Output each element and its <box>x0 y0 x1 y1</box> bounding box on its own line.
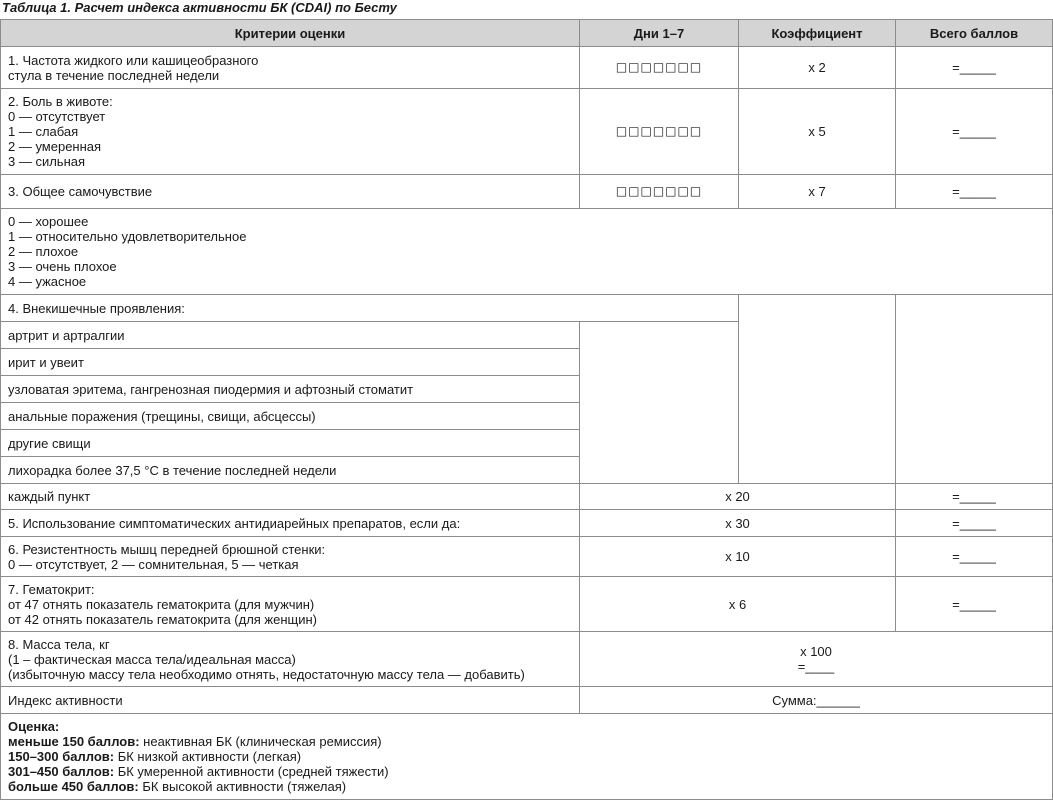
coefficient-cell: x 5 <box>739 89 896 175</box>
criteria-cell: 3. Общее самочувствие <box>1 175 580 209</box>
assessment-item: больше 450 баллов: БК высокой активности (тяжелая) <box>8 779 347 794</box>
assessment-cell <box>1 714 1053 800</box>
total-blank: =_____ <box>896 175 1053 209</box>
header-coefficient: Коэффициент <box>739 20 896 47</box>
coefficient-cell <box>580 632 1053 687</box>
scale-cell <box>1 209 1053 295</box>
criteria-text: 1. Частота жидкого или кашицеобразного <box>8 52 259 68</box>
table-row-pain <box>1 89 1053 175</box>
scale-text: 3 — очень плохое <box>8 259 117 274</box>
criteria-cell: ирит и увеит <box>1 349 580 376</box>
criteria-cell <box>1 537 580 577</box>
criteria-cell: Индекс активности <box>1 687 580 714</box>
table-row-assessment <box>1 714 1053 800</box>
criteria-cell: анальные поражения (трещины, свищи, абсцессы) <box>1 403 580 430</box>
empty-cell <box>739 295 896 484</box>
empty-cell <box>580 322 739 484</box>
table-row-body-mass <box>1 632 1053 687</box>
assessment-item: 150–300 баллов: БК низкой активности (легкая) <box>8 749 302 764</box>
coefficient-cell: x 20 <box>580 484 896 510</box>
criteria-text: 2. Боль в животе: <box>8 94 113 109</box>
criteria-text: 0 — отсутствует, 2 — сомнительная, 5 — четкая <box>8 556 299 572</box>
criteria-text: 3 — сильная <box>8 154 86 169</box>
criteria-text: 6. Резистентность мышц передней брюшной стенки: <box>8 541 326 557</box>
total-blank: =_____ <box>896 484 1053 510</box>
criteria-text: от 47 отнять показатель гематокрита (для мужчин) <box>8 596 315 612</box>
criteria-cell: 4. Внекишечные проявления: <box>1 295 739 322</box>
header-criteria: Критерии оценки <box>1 20 580 47</box>
total-blank: =_____ <box>896 89 1053 175</box>
coefficient-cell: x 6 <box>580 577 896 632</box>
table-row-antidiarrheal <box>1 510 1053 537</box>
criteria-cell <box>1 632 580 687</box>
table-row-wellbeing-scale <box>1 209 1053 295</box>
sum-cell: Сумма:______ <box>580 687 1053 714</box>
scale-text: 0 — хорошее <box>8 214 89 229</box>
day-boxes: □□□□□□□ <box>580 175 739 209</box>
criteria-cell <box>1 577 580 632</box>
header-row <box>1 20 1053 47</box>
scale-text: 2 — плохое <box>8 244 79 259</box>
assessment-title: Оценка: <box>8 719 60 734</box>
criteria-cell: артрит и артралгии <box>1 322 580 349</box>
criteria-cell: другие свищи <box>1 430 580 457</box>
coefficient-cell: x 2 <box>739 47 896 89</box>
scale-text: 4 — ужасное <box>8 274 87 289</box>
empty-cell <box>896 295 1053 484</box>
scale-text: 1 — относительно удовлетворительное <box>8 229 247 244</box>
coefficient-cell: x 7 <box>739 175 896 209</box>
criteria-text: 8. Масса тела, кг <box>8 636 110 652</box>
day-boxes: □□□□□□□ <box>580 47 739 89</box>
header-total: Всего баллов <box>896 20 1053 47</box>
table-row-muscle <box>1 537 1053 577</box>
table-row-hematocrit <box>1 577 1053 632</box>
criteria-text: стула в течение последней недели <box>8 67 220 83</box>
criteria-cell: 5. Использование симптоматических антидиарейных препаратов, если да: <box>1 510 580 537</box>
criteria-text: 1 — слабая <box>8 124 79 139</box>
table-caption: Таблица 1. Расчет индекса активности БК (CDAI) по Бесту <box>2 0 397 15</box>
total-blank: =_____ <box>896 510 1053 537</box>
criteria-text: от 42 отнять показатель гематокрита (для женщин) <box>8 611 318 627</box>
table-row-extraintestinal <box>1 295 1053 322</box>
table-row-stool <box>1 47 1053 89</box>
total-blank: =_____ <box>896 47 1053 89</box>
header-days: Дни 1–7 <box>580 20 739 47</box>
criteria-cell <box>1 89 580 175</box>
criteria-text: 0 — отсутствует <box>8 109 106 124</box>
coefficient-text: x 100 <box>800 644 832 659</box>
criteria-cell: узловатая эритема, гангренозная пиодермия и афтозный стоматит <box>1 376 580 403</box>
table-row-index <box>1 687 1053 714</box>
coefficient-cell: x 10 <box>580 537 896 577</box>
criteria-text: (1 – фактическая масса тела/идеальная масса) <box>8 651 296 667</box>
assessment-item: меньше 150 баллов: неактивная БК (клиническая ремиссия) <box>8 734 382 749</box>
criteria-text: 7. Гематокрит: <box>8 581 95 597</box>
total-blank: =_____ <box>896 537 1053 577</box>
table-row-wellbeing <box>1 175 1053 209</box>
total-blank: =_____ <box>896 577 1053 632</box>
criteria-cell <box>1 47 580 89</box>
criteria-text: 2 — умеренная <box>8 139 102 154</box>
criteria-cell: каждый пункт <box>1 484 580 510</box>
coefficient-cell: x 30 <box>580 510 896 537</box>
assessment-item: 301–450 баллов: БК умеренной активности (средней тяжести) <box>8 764 389 779</box>
table-row-each-item <box>1 484 1053 510</box>
cdai-table <box>0 19 1053 800</box>
day-boxes: □□□□□□□ <box>580 89 739 175</box>
criteria-text: (избыточную массу тела необходимо отнять, недостаточную массу тела — добавить) <box>8 666 525 682</box>
criteria-cell: лихорадка более 37,5 °С в течение последней недели <box>1 457 580 484</box>
total-blank: =____ <box>797 659 835 674</box>
